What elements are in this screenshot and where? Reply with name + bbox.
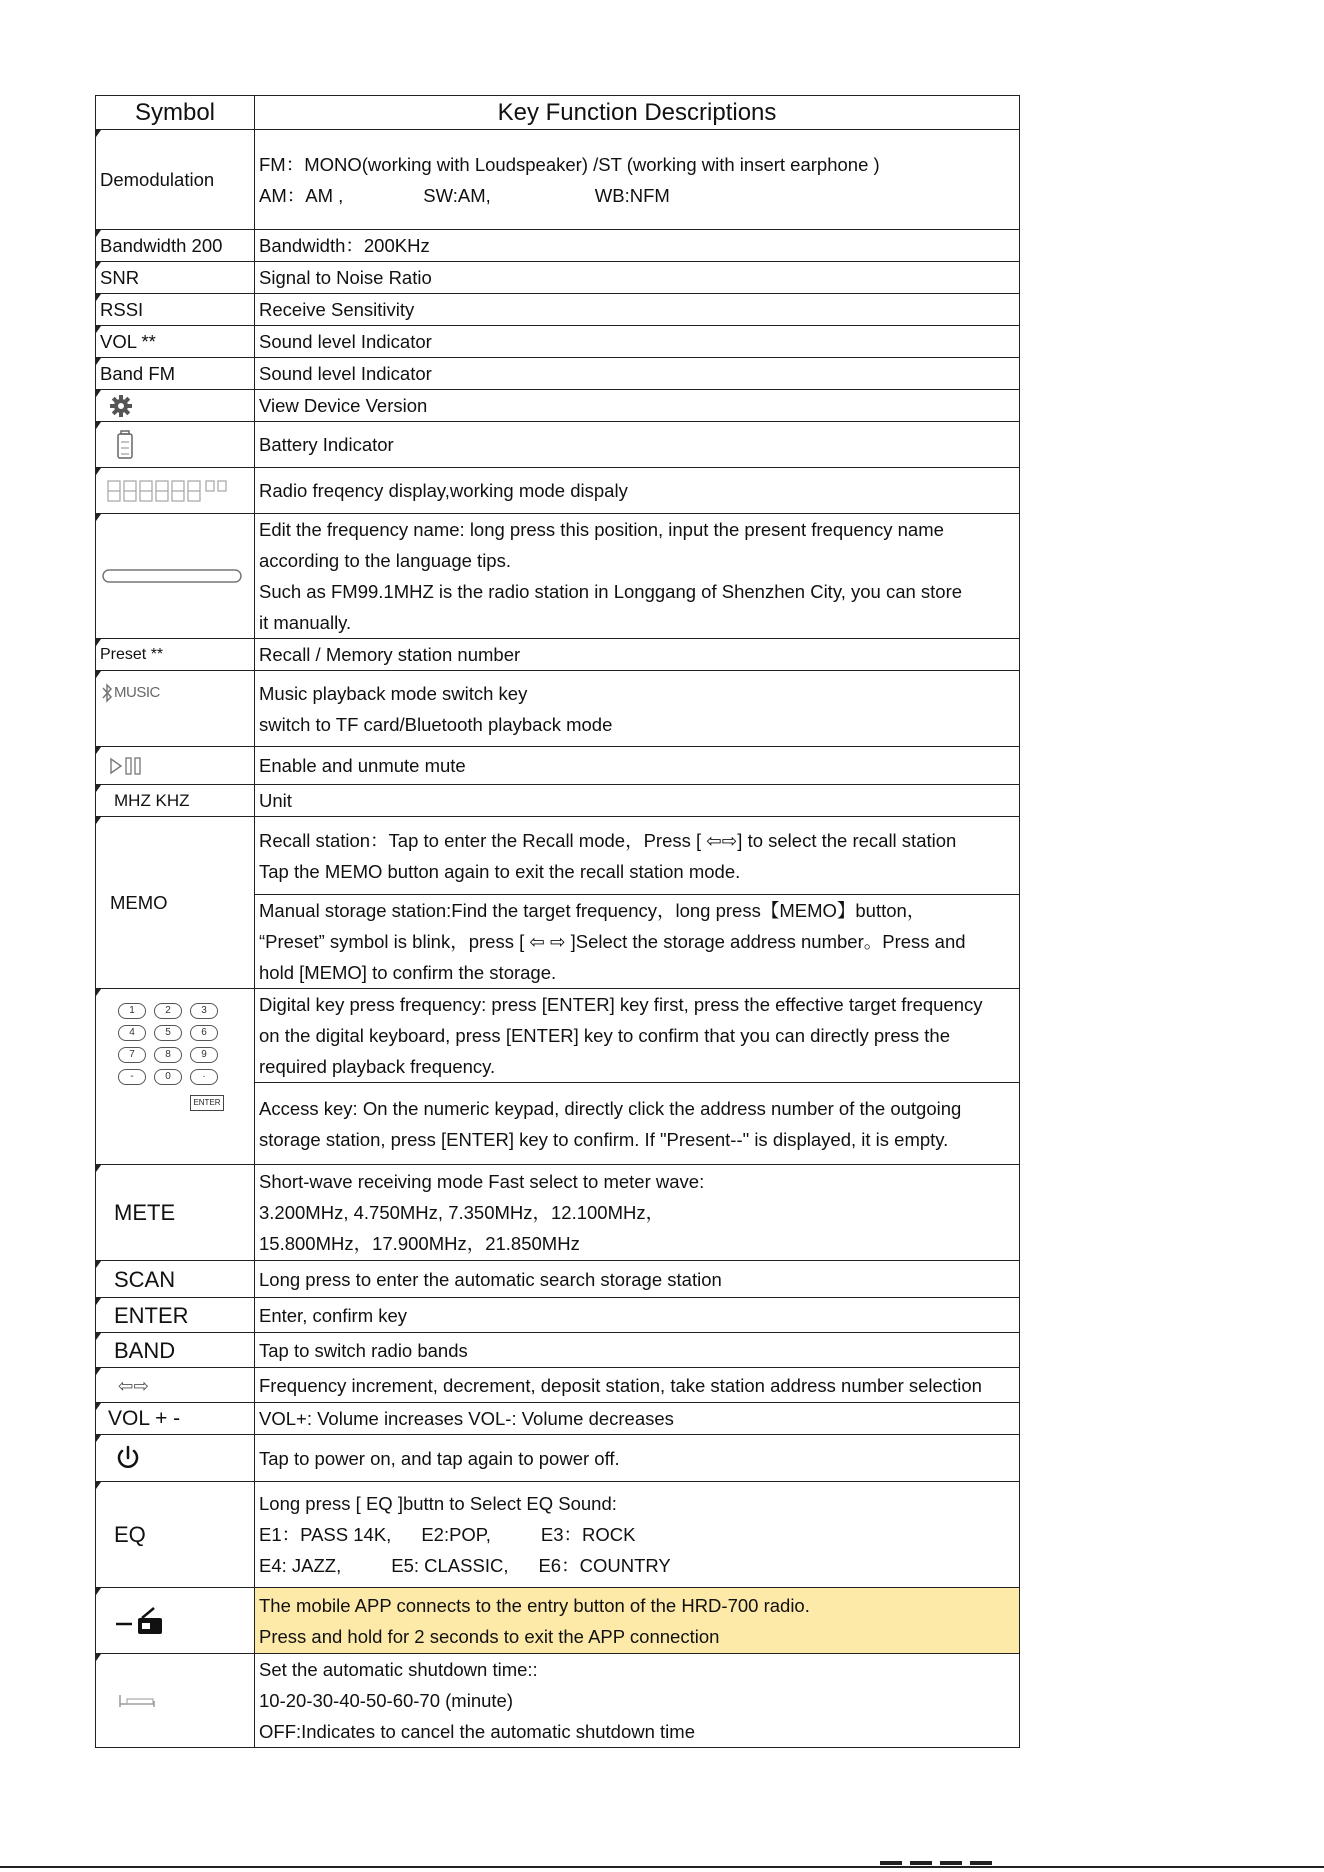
description-line: Such as FM99.1MHZ is the radio station in Longgang of Shenzhen City, you can store	[259, 581, 963, 602]
symbol-cell: SNR	[96, 262, 255, 294]
description-line: Tap to power on, and tap again to power off.	[259, 1447, 620, 1469]
battery-icon	[116, 430, 134, 460]
table-row	[96, 422, 1020, 468]
description-line	[259, 180, 1015, 211]
description-line: Enter, confirm key	[259, 1304, 408, 1326]
arrows-icon: ⇦⇨	[96, 1368, 255, 1403]
description-line: Bandwidth：200KHz	[259, 235, 430, 256]
eq-preset: E6：COUNTRY	[538, 1555, 671, 1576]
table-row	[96, 390, 1020, 422]
description-cell	[255, 671, 1020, 747]
table-row	[96, 747, 1020, 785]
description-line: OFF:Indicates to cancel the automatic shutdown time	[259, 1721, 695, 1742]
description-line: Digital key press frequency: press [ENTER] key first, press the effective target frequency	[259, 994, 983, 1015]
description-cell	[255, 817, 1020, 895]
description-cell	[255, 294, 1020, 326]
description-line: storage station, press [ENTER] key to confirm. If "Present--" is displayed, it is empty.	[259, 1128, 949, 1150]
description-cell-highlighted	[255, 1588, 1020, 1654]
play-pause-icon	[108, 755, 148, 777]
description-line: Frequency increment, decrement, deposit station, take station address number selection	[259, 1374, 982, 1396]
description-line: Set the automatic shutdown time::	[259, 1659, 538, 1680]
symbol-cell: MHZ KHZ	[96, 785, 255, 817]
keypad-key-icon: ·	[190, 1069, 218, 1085]
wb-mode: WB:NFM	[594, 184, 670, 206]
keypad-key-icon: -	[118, 1069, 146, 1085]
keypad-key-icon: 5	[154, 1025, 182, 1041]
description-line: Long press [ EQ ]buttn to Select EQ Sound:	[259, 1493, 617, 1514]
description-line: Long press to enter the automatic search storage station	[259, 1268, 722, 1290]
description-line: VOL+: Volume increases VOL-: Volume decreases	[259, 1408, 674, 1429]
description-line: Battery Indicator	[259, 434, 394, 455]
table-row	[96, 1403, 1020, 1435]
power-icon	[114, 1444, 142, 1472]
symbol-cell: SCAN	[96, 1261, 255, 1298]
sw-mode: SW:AM,	[423, 184, 491, 206]
description-line: according to the language tips.	[259, 550, 511, 571]
description-line: Edit the frequency name: long press this position, input the present frequency name	[259, 519, 944, 540]
keypad-key-icon: 1	[118, 1003, 146, 1019]
description-cell	[255, 895, 1020, 989]
table-row	[96, 1368, 1020, 1403]
description-line: Receive Sensitivity	[259, 299, 415, 320]
table-row	[96, 514, 1020, 639]
description-line: Recall station：Tap to enter the Recall mode，Press [ ⇦⇨] to select the recall station	[259, 829, 957, 851]
sleep-timer-icon	[118, 1691, 158, 1711]
symbol-cell: Bandwidth 200	[96, 230, 255, 262]
description-line: Signal to Noise Ratio	[259, 267, 432, 288]
symbol-cell	[96, 422, 255, 468]
table-row	[96, 817, 1020, 895]
table-row	[96, 294, 1020, 326]
description-line: hold [MEMO] to confirm the storage.	[259, 962, 557, 983]
description-cell	[255, 326, 1020, 358]
symbol-cell: METE	[96, 1165, 255, 1261]
symbol-cell	[96, 989, 255, 1165]
symbol-cell	[96, 390, 255, 422]
keypad-key-icon: 7	[118, 1047, 146, 1063]
bluetooth-icon	[100, 682, 114, 704]
description-line: it manually.	[259, 612, 352, 633]
table-row	[96, 1654, 1020, 1748]
app-connect-icon	[114, 1604, 170, 1638]
table-row	[96, 1333, 1020, 1368]
keypad-key-icon: 2	[154, 1003, 182, 1019]
symbol-cell: EQ	[96, 1482, 255, 1588]
description-line: View Device Version	[259, 395, 428, 416]
description-line: switch to TF card/Bluetooth playback mode	[259, 713, 613, 735]
table-row	[96, 358, 1020, 390]
am-mode: AM：AM ,	[259, 184, 344, 206]
table-row	[96, 230, 1020, 262]
table-row	[96, 1298, 1020, 1333]
page-bottom-marks	[880, 1861, 1000, 1865]
eq-preset: E2:POP,	[421, 1524, 491, 1545]
table-row	[96, 262, 1020, 294]
description-cell	[255, 1403, 1020, 1435]
eq-preset: E3：ROCK	[540, 1524, 636, 1545]
description-line: Manual storage station:Find the target frequency，long press【MEMO】button，	[259, 900, 926, 921]
symbol-cell	[96, 671, 255, 747]
page-bottom-rule	[0, 1866, 1324, 1868]
description-cell	[255, 747, 1020, 785]
symbol-cell: Demodulation	[96, 130, 255, 230]
table-row	[96, 989, 1020, 1083]
table-row	[96, 639, 1020, 671]
description-line: FM：MONO(working with Loudspeaker) /ST (working with insert earphone )	[259, 153, 880, 175]
description-cell	[255, 390, 1020, 422]
eq-line	[259, 1519, 1015, 1550]
symbol-cell: BAND	[96, 1333, 255, 1368]
description-cell	[255, 1654, 1020, 1748]
description-line: Short-wave receiving mode Fast select to meter wave:	[259, 1171, 705, 1192]
description-cell	[255, 1083, 1020, 1165]
description-header: Key Function Descriptions	[255, 96, 1020, 130]
description-line: on the digital keyboard, press [ENTER] key to confirm that you can directly press the	[259, 1025, 950, 1046]
symbol-cell: VOL **	[96, 326, 255, 358]
symbol-cell: MEMO	[96, 817, 255, 989]
description-line: The mobile APP connects to the entry button of the HRD-700 radio.	[259, 1594, 810, 1616]
name-bar-icon	[102, 568, 242, 584]
description-line: 15.800MHz，17.900MHz，21.850MHz	[259, 1233, 580, 1254]
description-cell	[255, 230, 1020, 262]
symbol-cell: Preset **	[96, 639, 255, 671]
description-cell	[255, 1435, 1020, 1482]
description-cell	[255, 1261, 1020, 1298]
eq-preset: E5: CLASSIC,	[391, 1555, 509, 1576]
table-header-row	[96, 96, 1020, 130]
symbol-cell: ENTER	[96, 1298, 255, 1333]
bluetooth-music-icon	[100, 677, 160, 708]
enter-key-icon: ENTER	[190, 1095, 224, 1111]
description-cell	[255, 422, 1020, 468]
description-line: Tap to switch radio bands	[259, 1339, 468, 1361]
description-cell	[255, 785, 1020, 817]
description-line: “Preset” symbol is blink，press [ ⇦ ⇨ ]Select the storage address number。Press and	[259, 931, 966, 952]
description-line: 10-20-30-40-50-60-70 (minute)	[259, 1690, 513, 1711]
description-cell	[255, 989, 1020, 1083]
table-row	[96, 468, 1020, 514]
description-line: Sound level Indicator	[259, 363, 432, 384]
symbol-cell	[96, 468, 255, 514]
keypad-key-icon: 0	[154, 1069, 182, 1085]
description-cell	[255, 1298, 1020, 1333]
keypad-key-icon: 4	[118, 1025, 146, 1041]
eq-preset: E4: JAZZ,	[259, 1555, 342, 1576]
description-line: 3.200MHz, 4.750MHz, 7.350MHz，12.100MHz，	[259, 1202, 665, 1223]
table-row	[96, 326, 1020, 358]
keypad-key-icon: 9	[190, 1047, 218, 1063]
description-line: Recall / Memory station number	[259, 644, 521, 665]
table-row	[96, 130, 1020, 230]
table-row	[96, 785, 1020, 817]
table-row	[96, 1482, 1020, 1588]
table-row	[96, 1165, 1020, 1261]
description-line: Enable and unmute mute	[259, 755, 466, 776]
description-line: Sound level Indicator	[259, 331, 432, 352]
symbol-cell	[96, 1588, 255, 1654]
numeric-keypad-icon	[118, 1003, 250, 1085]
description-line: Radio freqency display,working mode dispaly	[259, 480, 628, 501]
description-cell	[255, 358, 1020, 390]
description-cell	[255, 514, 1020, 639]
description-cell	[255, 639, 1020, 671]
table-row	[96, 1435, 1020, 1482]
keypad-key-icon: 8	[154, 1047, 182, 1063]
description-cell	[255, 1333, 1020, 1368]
symbol-cell	[96, 1435, 255, 1482]
table-row	[96, 1588, 1020, 1654]
description-line: Tap the MEMO button again to exit the recall station mode.	[259, 860, 741, 882]
description-cell	[255, 1368, 1020, 1403]
symbol-cell	[96, 747, 255, 785]
keypad-key-icon: 3	[190, 1003, 218, 1019]
symbol-cell: Band FM	[96, 358, 255, 390]
description-cell	[255, 468, 1020, 514]
description-cell	[255, 1482, 1020, 1588]
music-label: MUSIC	[114, 684, 160, 701]
symbol-header: Symbol	[96, 96, 255, 130]
symbol-cell	[96, 1654, 255, 1748]
table-row	[96, 1261, 1020, 1298]
eq-line	[259, 1550, 1015, 1581]
key-function-table	[95, 95, 1020, 1748]
description-line: Music playback mode switch key	[259, 682, 528, 704]
description-cell	[255, 262, 1020, 294]
description-line: Access key: On the numeric keypad, directly click the address number of the outgoing	[259, 1097, 962, 1119]
symbol-cell: VOL + -	[96, 1403, 255, 1435]
symbol-cell	[96, 514, 255, 639]
eq-preset: E1：PASS 14K,	[259, 1524, 392, 1545]
description-cell	[255, 1165, 1020, 1261]
table-row	[96, 671, 1020, 747]
description-line: required playback frequency.	[259, 1056, 496, 1077]
symbol-cell: RSSI	[96, 294, 255, 326]
segment-display-icon	[106, 478, 234, 504]
keypad-key-icon: 6	[190, 1025, 218, 1041]
description-line: Unit	[259, 790, 292, 811]
gear-icon	[108, 393, 134, 419]
description-line: Press and hold for 2 seconds to exit the APP connection	[259, 1625, 720, 1647]
description-cell	[255, 130, 1020, 230]
